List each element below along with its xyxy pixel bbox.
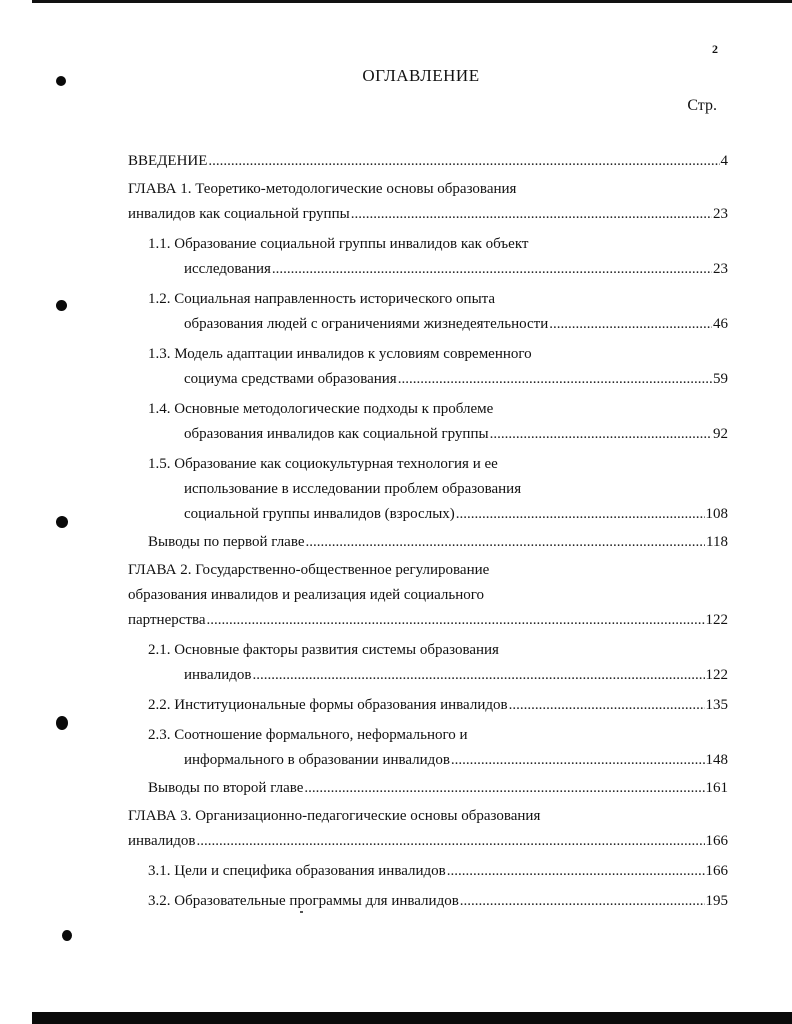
dot-leader — [398, 367, 712, 392]
toc-entry-text: инвалидов — [128, 833, 196, 849]
toc-page-number: 166 — [705, 833, 728, 849]
binding-hole-mark — [56, 716, 68, 730]
toc-entry — [128, 397, 728, 447]
toc-entry — [128, 530, 728, 555]
toc-page-number: 122 — [705, 612, 728, 628]
toc-entry-text: партнерства — [128, 612, 206, 628]
toc-page-number: 148 — [705, 752, 728, 768]
toc-entry — [128, 693, 728, 718]
toc-entry — [128, 776, 728, 801]
toc-entry-text: ГЛАВА 2. Государственно-общественное регулирование — [128, 562, 490, 578]
table-of-contents — [128, 146, 728, 914]
toc-entry-text: 1.2. Социальная направленность исторического опыта — [148, 291, 496, 307]
dot-leader — [196, 829, 704, 854]
binding-hole-mark — [62, 930, 72, 941]
page-column-label: Стр. — [687, 97, 717, 114]
toc-entry-text: 1.1. Образование социальной группы инвалидов как объект — [148, 236, 529, 252]
toc-entry-text: ГЛАВА 1. Теоретико-методологические основы образования — [128, 181, 517, 197]
toc-entry — [128, 177, 728, 227]
toc-entry — [128, 558, 728, 633]
scan-bottom-border — [32, 1012, 792, 1024]
toc-entry-text: использование в исследовании проблем образования — [184, 481, 522, 497]
dot-leader — [208, 149, 719, 174]
toc-entry-text: 1.5. Образование как социокультурная технология и ее — [148, 456, 498, 472]
toc-entry — [128, 889, 728, 914]
toc-entry-text: образования инвалидов как социальной группы — [184, 426, 489, 442]
toc-entry-text: 3.2. Образовательные программы для инвалидов — [148, 893, 459, 909]
dot-leader — [304, 776, 704, 801]
toc-entry-text: ГЛАВА 3. Организационно-педагогические основы образования — [128, 808, 541, 824]
dot-leader — [549, 312, 712, 337]
dot-leader — [351, 202, 712, 227]
toc-entry-text: исследования — [184, 261, 271, 277]
toc-page-number: 92 — [713, 426, 728, 442]
toc-entry-text: 2.1. Основные факторы развития системы образования — [148, 642, 499, 658]
toc-entry-text: социальной группы инвалидов (взрослых) — [184, 506, 455, 522]
toc-page-number: 135 — [705, 697, 728, 713]
toc-entry — [128, 638, 728, 688]
toc-entry-text: образования людей с ограничениями жизнедеятельности — [184, 316, 549, 332]
toc-entry-text: 1.3. Модель адаптации инвалидов к условиям современного — [148, 346, 532, 362]
toc-page-number: 108 — [705, 506, 728, 522]
toc-entry-text: социума средствами образования — [184, 371, 397, 387]
toc-entry-text: 3.1. Цели и специфика образования инвалидов — [148, 863, 446, 879]
toc-entry — [128, 859, 728, 884]
toc-entry-text: 2.3. Соотношение формального, неформального и — [148, 727, 468, 743]
toc-page-number: 166 — [705, 863, 728, 879]
toc-title: ОГЛАВЛЕНИЕ — [362, 66, 480, 85]
toc-entry — [128, 723, 728, 773]
toc-entry — [128, 342, 728, 392]
binding-hole-mark — [56, 516, 68, 528]
toc-page-number: 161 — [705, 780, 728, 796]
toc-entry-text: Выводы по первой главе — [148, 534, 305, 550]
toc-page-number: 23 — [713, 261, 728, 277]
dot-leader — [490, 422, 712, 447]
dot-leader — [456, 502, 705, 527]
dot-leader — [206, 608, 704, 633]
toc-entry-text: 1.4. Основные методологические подходы к проблеме — [148, 401, 494, 417]
dot-leader — [451, 748, 705, 773]
toc-page-number: 4 — [720, 153, 728, 169]
toc-page-number: 122 — [705, 667, 728, 683]
toc-entry — [128, 452, 728, 527]
dot-leader — [447, 859, 705, 884]
toc-entry-text: инвалидов как социальной группы — [128, 206, 350, 222]
dot-leader — [272, 257, 712, 282]
dot-leader — [252, 663, 704, 688]
scan-top-border — [32, 0, 792, 3]
toc-entry-text: Выводы по второй главе — [148, 780, 304, 796]
toc-entry — [128, 149, 728, 174]
toc-page-number: 23 — [713, 206, 728, 222]
dot-leader — [306, 530, 706, 555]
dot-leader — [509, 693, 705, 718]
toc-entry — [128, 232, 728, 282]
toc-page-number: 118 — [706, 534, 728, 550]
toc-entry-text: ВВЕДЕНИЕ — [128, 153, 208, 169]
toc-entry-text: 2.2. Институциональные формы образования инвалидов — [148, 697, 508, 713]
toc-entry-text: инвалидов — [184, 667, 252, 683]
toc-entry — [128, 804, 728, 854]
toc-entry-text: образования инвалидов и реализация идей социального — [128, 587, 485, 603]
binding-hole-mark — [56, 300, 67, 311]
toc-page-number: 195 — [705, 893, 728, 909]
dot-leader — [460, 889, 705, 914]
toc-page-number: 59 — [713, 371, 728, 387]
page-number: 2 — [712, 42, 718, 56]
toc-entry — [128, 287, 728, 337]
toc-page-number: 46 — [713, 316, 728, 332]
toc-entry-text: информального в образовании инвалидов — [184, 752, 450, 768]
